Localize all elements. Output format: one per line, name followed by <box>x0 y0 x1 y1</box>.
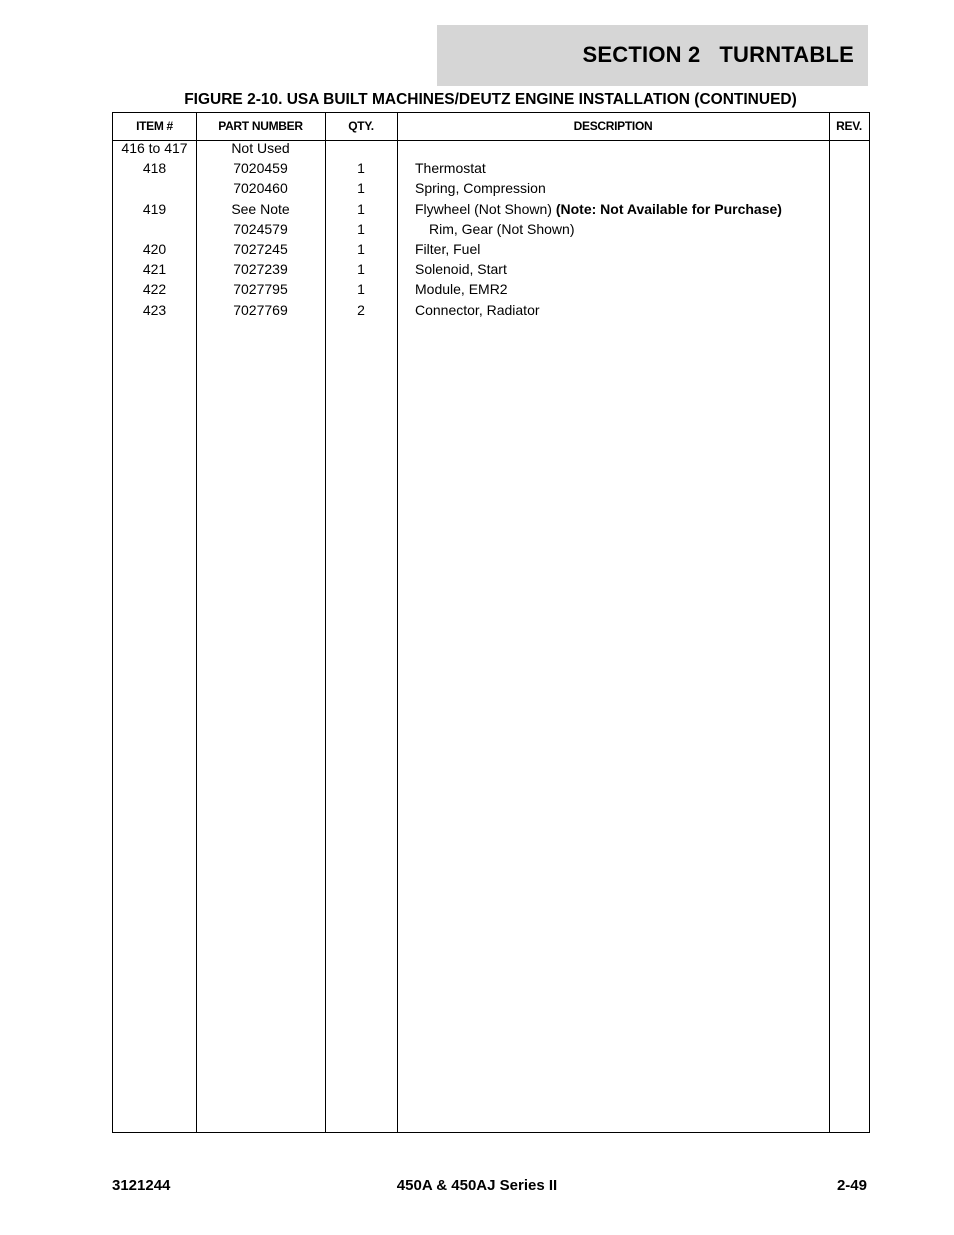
qty-cell <box>325 201 397 217</box>
description-cell-text: Thermostat <box>415 160 486 177</box>
qty-cell-text: 1 <box>357 160 365 177</box>
item-cell <box>113 261 196 277</box>
description-cell-text: Filter, Fuel <box>415 241 481 257</box>
item-cell <box>113 281 196 297</box>
qty-cell-text: 1 <box>357 180 365 197</box>
qty-cell <box>325 281 397 297</box>
description-cell-text: Spring, Compression <box>415 180 546 197</box>
item-cell <box>113 241 196 257</box>
part-number-cell-text: 7024579 <box>233 220 288 237</box>
qty-cell-text: 1 <box>357 241 365 257</box>
description-cell-text: Rim, Gear (Not Shown) <box>429 220 575 237</box>
description-cell-text: Solenoid, Start <box>415 261 507 278</box>
section-header <box>437 25 868 86</box>
description-cell <box>415 281 825 297</box>
table-row <box>113 302 869 322</box>
item-cell-text: 421 <box>142 261 167 278</box>
item-cell <box>113 201 196 217</box>
item-cell-text: 419 <box>142 200 167 217</box>
figure-title: FIGURE 2-10. USA BUILT MACHINES/DEUTZ ENGINE INSTALLATION (CONTINUED) <box>184 91 797 108</box>
table-row <box>113 221 869 241</box>
table-row <box>113 201 869 221</box>
description-cell-text: Flywheel (Not Shown) <box>415 200 556 217</box>
footer-page-number: 2-49 <box>836 1177 867 1194</box>
description-cell <box>415 261 825 277</box>
part-number-cell <box>196 302 325 318</box>
qty-cell <box>325 221 397 237</box>
qty-cell <box>325 160 397 176</box>
table-row <box>113 241 869 261</box>
part-number-cell <box>196 241 325 257</box>
part-number-cell-text: See Note <box>231 200 290 217</box>
part-number-cell-text: 7027245 <box>233 241 288 257</box>
header-rev: REV. <box>836 119 862 133</box>
table-row <box>113 281 869 301</box>
table-row <box>113 160 869 180</box>
header-item: ITEM # <box>136 119 173 133</box>
header-description: DESCRIPTION <box>573 119 653 133</box>
part-number-cell <box>196 281 325 297</box>
description-cell-text: Connector, Radiator <box>415 301 540 318</box>
item-cell-text: 420 <box>142 241 167 257</box>
description-cell <box>415 180 825 196</box>
item-cell-text: 422 <box>142 281 167 298</box>
description-cell <box>415 201 825 217</box>
item-cell-text: 418 <box>142 160 167 177</box>
part-number-cell <box>196 221 325 237</box>
table-row <box>113 261 869 281</box>
part-number-cell <box>196 180 325 196</box>
qty-cell <box>325 180 397 196</box>
description-cell <box>429 221 839 237</box>
footer-model: 450A & 450AJ Series II <box>396 1177 558 1194</box>
part-number-cell <box>196 261 325 277</box>
part-number-cell <box>196 140 325 156</box>
item-cell <box>113 302 196 318</box>
section-title: SECTION 2 TURNTABLE <box>582 42 854 67</box>
table-row <box>113 140 869 160</box>
header-part-number: PART NUMBER <box>218 119 303 133</box>
part-number-cell-text: 7027795 <box>233 281 288 298</box>
qty-cell <box>325 302 397 318</box>
qty-cell <box>325 261 397 277</box>
part-number-cell <box>196 160 325 176</box>
item-cell <box>113 140 196 156</box>
parts-table <box>112 112 870 1133</box>
qty-cell-text: 1 <box>357 261 365 278</box>
item-cell-text: 423 <box>142 301 167 318</box>
table-row <box>113 180 869 200</box>
qty-cell-text: 2 <box>357 301 365 318</box>
part-number-cell-text: 7020460 <box>233 180 288 197</box>
qty-cell-text: 1 <box>357 281 365 298</box>
qty-cell-text: 1 <box>357 220 365 237</box>
description-cell-text: Module, EMR2 <box>415 281 508 298</box>
qty-cell-text: 1 <box>357 200 365 217</box>
part-number-cell-text: Not Used <box>231 140 290 156</box>
purchase-note: (Note: Not Available for Purchase) <box>555 200 782 217</box>
description-cell <box>415 302 825 318</box>
header-qty: QTY. <box>348 119 374 133</box>
footer-doc-number: 3121244 <box>112 1177 171 1194</box>
qty-cell <box>325 241 397 257</box>
part-number-cell-text: 7027769 <box>233 301 288 318</box>
description-cell <box>415 241 825 257</box>
item-cell-text: 416 to 417 <box>121 140 188 156</box>
description-cell <box>415 160 825 176</box>
item-cell <box>113 160 196 176</box>
part-number-cell-text: 7020459 <box>233 160 288 177</box>
part-number-cell-text: 7027239 <box>233 261 288 278</box>
part-number-cell <box>196 201 325 217</box>
